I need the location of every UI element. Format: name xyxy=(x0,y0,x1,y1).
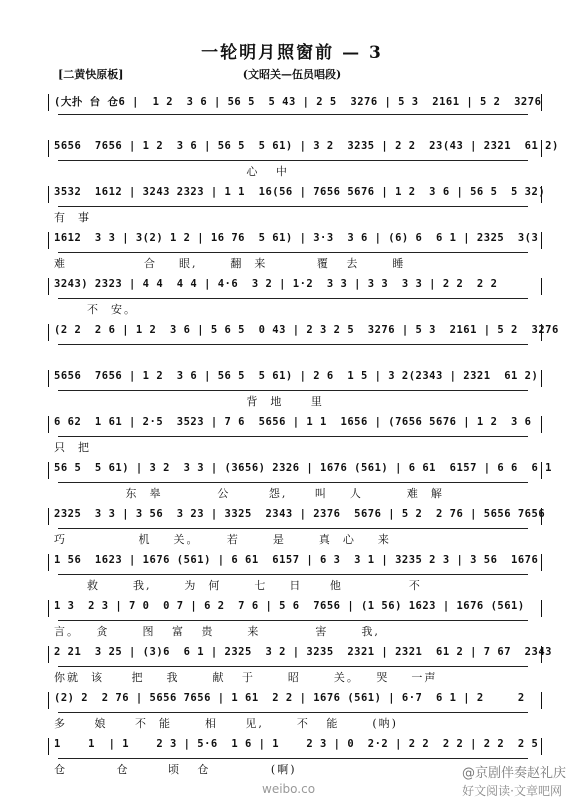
score-row xyxy=(48,90,542,136)
lyric-line: 你就 该 把 我 献 于 昭 关。 哭 一声 xyxy=(54,671,438,684)
notation-line: 2 21 3 25 | (3)6 6 1 | 2325 3 2 | 3235 2321 | 2321 61 2 | 7 67 2343 xyxy=(54,646,552,658)
lyric-line: 巧 机 关。 若 是 真 心 来 xyxy=(54,533,391,546)
lyric-line: 救 我, 为 何 七 日 他 不 xyxy=(54,579,422,592)
score-row xyxy=(48,596,542,642)
score-row xyxy=(48,412,542,458)
score-body xyxy=(48,90,559,780)
score-row xyxy=(48,274,542,320)
watermark: 好文阅读·文章吧网 xyxy=(462,784,562,798)
notation-line: (2) 2 2 76 | 5656 7656 | 1 61 2 2 | 1676 (561) | 6·7 6 1 | 2 2 xyxy=(54,692,525,704)
lyric-line xyxy=(48,347,542,363)
notation-line: 6 62 1 61 | 2·5 3523 | 7 6 5656 | 1 1 1656 | (7656 5676 | 1 2 3 6 xyxy=(54,416,532,428)
lyric-line: 不 安。 xyxy=(54,303,137,316)
score-row xyxy=(48,458,552,504)
lyric-line: 仓 仓 顷 仓 (啊) xyxy=(54,763,297,776)
lyric-line: 多 娘 不 能 相 见, 不 能 (呐) xyxy=(54,717,398,730)
score-row xyxy=(48,688,542,734)
score-row xyxy=(48,366,542,412)
lyric-line: 难 合 眼, 翻 来 覆 去 睡 xyxy=(54,257,406,270)
lyric-line: 只 把 xyxy=(54,441,91,454)
notation-line: 1 1 | 1 2 3 | 5·6 1 6 | 1 2 3 | 0 2·2 | 2 2 2 2 | 2 2 2 5 xyxy=(54,738,539,750)
notation-line: 5656 7656 | 1 2 3 6 | 56 5 5 61) | 2 6 1 5 | 3 2(2343 | 2321 61 2) xyxy=(54,370,539,382)
notation-line: 2325 3 3 | 3 56 3 23 | 3325 2343 | 2376 5676 | 5 2 2 76 | 5656 7656 xyxy=(54,508,546,520)
section-label: [二黄快原板] xyxy=(58,68,124,81)
notation-line: 1 56 1623 | 1676 (561) | 6 61 6157 | 6 3 3 1 | 3235 2 3 | 3 56 1676 xyxy=(54,554,539,566)
lyric-line: 心 中 xyxy=(54,165,289,178)
score-row xyxy=(48,504,546,550)
lyric-line xyxy=(48,117,542,133)
notation-line: 1 3 2 3 | 7 0 0 7 | 6 2 7 6 | 5 6 7656 | (1 56) 1623 | 1676 (561) xyxy=(54,600,525,612)
notation-line: 5656 7656 | 1 2 3 6 | 56 5 5 61) | 3 2 3235 | 2 2 23(43 | 2321 61 2) xyxy=(54,140,559,152)
weibo-text: weibo.co xyxy=(262,782,316,796)
lyric-line: 背 地 里 xyxy=(54,395,324,408)
lyric-line: 言。 贪 图 富 贵 来 害 我, xyxy=(54,625,380,638)
page-subtitle: (文昭关—伍员唱段) xyxy=(242,68,342,81)
page-title: 一轮明月照窗前 — 3 xyxy=(201,43,383,63)
lyric-line: 东 皋 公 怨, 叫 人 难 解 xyxy=(54,487,444,500)
notation-line: 1612 3 3 | 3(2) 1 2 | 16 76 5 61) | 3·3 3 6 | (6) 6 6 1 | 2325 3(3 xyxy=(54,232,539,244)
score-row xyxy=(48,182,546,228)
score-row xyxy=(48,642,552,688)
notation-line: 3243) 2323 | 4 4 4 4 | 4·6 3 2 | 1·2 3 3 | 3 3 3 3 | 2 2 2 2 xyxy=(54,278,498,290)
lyric-line: 有 事 xyxy=(54,211,91,224)
author-stamp: @京剧伴奏赵礼庆 xyxy=(461,766,566,781)
score-row xyxy=(48,320,559,366)
notation-line: 56 5 5 61) | 3 2 3 3 | (3656) 2326 | 1676 (561) | 6 61 6157 | 6 6 6 1 xyxy=(54,462,552,474)
score-row xyxy=(48,136,559,182)
score-row xyxy=(48,550,542,596)
score-row xyxy=(48,228,542,274)
notation-line: (大扑 台 仓6 | 1 2 3 6 | 56 5 5 43 | 2 5 3276 | 5 3 2161 | 5 2 3276 xyxy=(54,96,542,108)
notation-line: (2 2 2 6 | 1 2 3 6 | 5 6 5 0 43 | 2 3 2 5 3276 | 5 3 2161 | 5 2 3276 xyxy=(54,324,559,336)
notation-line: 3532 1612 | 3243 2323 | 1 1 16(56 | 7656 5676 | 1 2 3 6 | 56 5 5 32) xyxy=(54,186,546,198)
